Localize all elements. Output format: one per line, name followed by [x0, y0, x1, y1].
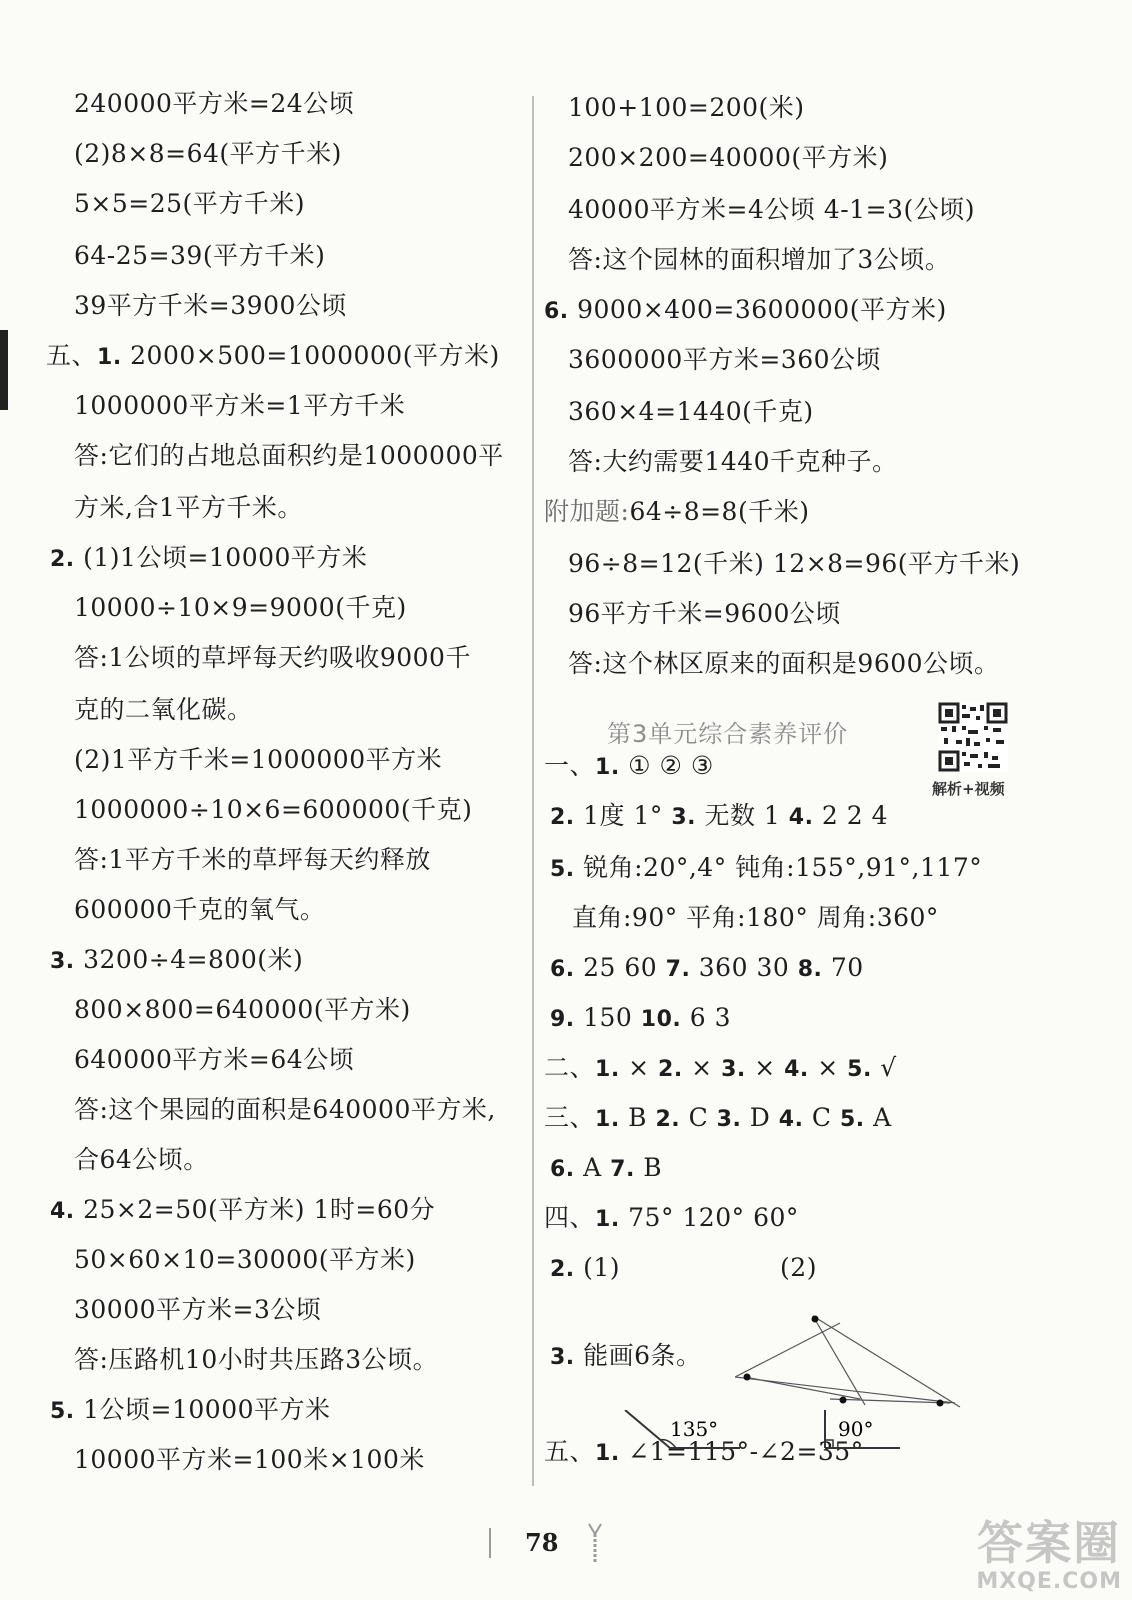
answer-line	[74, 1444, 425, 1476]
section-marker: 三、	[544, 1103, 596, 1132]
answer-text: 64-25=39(平方千米)	[74, 241, 326, 270]
answer-text: 答:1公顷的草坪每天约吸收9000千	[74, 643, 471, 672]
answer-line	[74, 1044, 354, 1076]
answer-text: (2)8×8=64(平方千米)	[74, 139, 342, 168]
answer-line	[74, 844, 431, 876]
answer-text: 合64公顷。	[74, 1145, 209, 1174]
answer-text: 25×2=50(平方米) 1时=60分	[83, 1195, 436, 1224]
answer-text: 2 2 4	[821, 801, 889, 830]
answer-line	[74, 492, 303, 524]
answer-text: ×	[691, 1053, 722, 1082]
answer-line	[74, 744, 442, 776]
answer-text: (2)1平方千米=1000000平方米	[74, 745, 443, 774]
answer-text: 答:它们的占地总面积约是1000000平	[74, 441, 504, 470]
answer-text: 无数 1	[704, 801, 789, 830]
answer-text: 答:大约需要1440千克种子。	[568, 447, 898, 476]
answer-text: 3200÷4=800(米)	[83, 945, 304, 974]
item-number: 6.	[550, 1157, 575, 1182]
answer-line	[74, 694, 253, 726]
answer-line	[46, 340, 500, 374]
answer-line	[550, 852, 982, 886]
answer-line	[74, 894, 325, 926]
item-number: 5.	[847, 1057, 872, 1082]
answer-text: ① ② ③	[628, 751, 714, 780]
item-number: 7.	[610, 1157, 635, 1182]
item-number: 6.	[550, 957, 575, 982]
qr-code-icon[interactable]	[938, 702, 1008, 772]
item-number: 2.	[50, 547, 75, 572]
answer-text: C	[688, 1103, 717, 1132]
answer-text: 96平方千米=9600公顷	[568, 599, 841, 628]
points-lines-figure	[735, 1315, 965, 1415]
answer-line	[50, 944, 303, 978]
item-number: 4.	[784, 1057, 809, 1082]
answer-line	[550, 1002, 731, 1036]
answer-text: (1)1公顷=10000平方米	[83, 543, 368, 572]
item-number: 2.	[658, 1057, 683, 1082]
point-b	[812, 1316, 819, 1323]
answer-text: 10000平方米=100米×100米	[74, 1445, 425, 1474]
item-number: 10.	[640, 1007, 682, 1032]
watermark	[976, 1517, 1122, 1594]
answer-text: 200×200=40000(平方米)	[568, 143, 889, 172]
angle-label-135: 135°	[670, 1417, 719, 1441]
answer-line	[74, 88, 354, 120]
item-number: 7.	[665, 957, 691, 982]
item-number: 1.	[595, 1441, 620, 1466]
answer-text: B	[643, 1153, 663, 1182]
section-marker: 五、	[544, 1437, 596, 1466]
item-number: 6.	[544, 299, 569, 324]
answer-line	[544, 750, 714, 784]
item-number: 4.	[778, 1107, 804, 1132]
item-number: 1.	[97, 345, 122, 370]
answer-text: 600000千克的氧气。	[74, 895, 326, 924]
answer-line	[74, 1344, 438, 1376]
answer-line	[74, 592, 407, 624]
answer-text: 64÷8=8(千米)	[629, 497, 810, 526]
angle-135-figure	[625, 1410, 740, 1448]
answer-line	[544, 1202, 799, 1236]
answer-line	[74, 794, 472, 826]
answer-text: D	[749, 1103, 779, 1132]
answer-text: 100+100=200(米)	[568, 93, 805, 122]
section-marker: 附加题:	[544, 497, 630, 526]
point-d	[937, 1400, 944, 1407]
item-number: 1.	[595, 755, 620, 780]
answer-line	[568, 142, 888, 174]
answer-line	[550, 1340, 702, 1374]
answer-line	[544, 294, 947, 328]
answer-text: ×	[628, 1053, 659, 1082]
answer-line	[568, 244, 950, 276]
answer-line	[544, 496, 809, 528]
section-marker: 一、	[544, 751, 596, 780]
answer-text: B	[628, 1103, 656, 1132]
answer-text: 答:压路机10小时共压路3公顷。	[74, 1345, 439, 1374]
angle-label-90: 90°	[838, 1417, 874, 1441]
answer-text: 150	[583, 1003, 641, 1032]
angle-drawings	[620, 1410, 930, 1460]
page-number: 78	[525, 1528, 559, 1557]
answer-text: 5×5=25(平方千米)	[74, 189, 306, 218]
answer-text: 直角:90° 平角:180° 周角:360°	[572, 903, 939, 932]
watermark-url: MXQE.COM	[976, 1569, 1122, 1594]
footer-deco-left	[489, 1528, 491, 1558]
item-number: 3.	[721, 1057, 746, 1082]
answer-text: 70	[830, 953, 864, 982]
answer-line	[568, 92, 805, 124]
answer-line	[74, 440, 504, 472]
answer-text: ×	[817, 1053, 848, 1082]
answer-text: 30000平方米=3公顷	[74, 1295, 322, 1324]
item-number: 3.	[671, 805, 697, 830]
answer-text: 1000000平方米=1平方千米	[74, 391, 406, 420]
answer-line	[74, 138, 342, 170]
answer-line	[74, 240, 325, 272]
item-number: 3.	[716, 1107, 742, 1132]
item-number: 1.	[595, 1107, 620, 1132]
answer-text: (2)	[780, 1253, 817, 1282]
unit-title: 第3单元综合素养评价	[607, 720, 849, 748]
answer-text: 800×800=640000(平方米)	[74, 995, 411, 1024]
angle-90-figure	[825, 1410, 900, 1448]
item-number: 2.	[550, 1257, 575, 1282]
item-number: 2.	[655, 1107, 681, 1132]
item-number: 2.	[550, 805, 575, 830]
answer-text: 640000平方米=64公顷	[74, 1045, 355, 1074]
item-number: 1.	[595, 1207, 620, 1232]
answer-text: 3600000平方米=360公顷	[568, 345, 882, 374]
answer-text: 答:这个果园的面积是640000平方米,	[74, 1095, 496, 1124]
item-number: 4.	[50, 1199, 75, 1224]
item-number: 4.	[788, 805, 814, 830]
answer-line	[74, 390, 405, 422]
answer-line	[50, 1394, 331, 1428]
answer-text: 10000÷10×9=9000(千克)	[74, 593, 407, 622]
answer-line	[544, 1102, 892, 1136]
answer-text: 克的二氧化碳。	[74, 695, 253, 724]
answer-line	[568, 446, 898, 478]
answer-line	[568, 396, 814, 428]
answer-text: 96÷8=12(千米) 12×8=96(平方千米)	[568, 549, 1021, 578]
qr-caption: 解析+视频	[932, 780, 1005, 798]
column-divider	[532, 96, 534, 1486]
answer-text: (1)	[583, 1253, 621, 1282]
footer-deco-right	[588, 1522, 602, 1566]
answer-text: 25 60	[583, 953, 666, 982]
answer-line	[568, 548, 1020, 580]
answer-text: 75° 120° 60°	[628, 1203, 799, 1232]
answer-line	[544, 1052, 897, 1086]
answer-text: ∠1=115°-∠2=35°	[628, 1437, 864, 1466]
answer-line	[572, 902, 939, 934]
answer-line	[74, 188, 305, 220]
answer-text: 40000平方米=4公顷 4-1=3(公顷)	[568, 195, 975, 224]
answer-line	[74, 994, 411, 1026]
answer-line	[50, 542, 367, 576]
item-number: 8.	[797, 957, 823, 982]
answer-text: 答:1平方千米的草坪每天约释放	[74, 845, 431, 874]
answer-line	[550, 1252, 817, 1286]
item-number: 9.	[550, 1007, 575, 1032]
answer-text: 240000平方米=24公顷	[74, 89, 355, 118]
answer-text: 2000×500=1000000(平方米)	[130, 341, 500, 370]
answer-text: A	[873, 1103, 892, 1132]
item-number: 3.	[50, 949, 75, 974]
answer-line	[74, 290, 347, 322]
answer-text: 能画6条。	[583, 1341, 702, 1370]
item-number: 5.	[50, 1399, 75, 1424]
answer-line	[74, 1244, 416, 1276]
answer-text: 360 30	[698, 953, 798, 982]
answer-text: 方米,合1平方千米。	[74, 493, 303, 522]
answer-line	[568, 344, 881, 376]
answer-text: 39平方千米=3900公顷	[74, 291, 347, 320]
answer-text: 1公顷=10000平方米	[83, 1395, 331, 1424]
point-a	[744, 1374, 751, 1381]
page-edge-mark	[0, 330, 8, 410]
answer-text: 1000000÷10×6=600000(千克)	[74, 795, 473, 824]
answer-text: ×	[754, 1053, 785, 1082]
item-number: 5.	[550, 857, 575, 882]
answer-text: √	[880, 1053, 897, 1082]
answer-text: 6 3	[689, 1003, 731, 1032]
answer-text: 360×4=1440(千克)	[568, 397, 814, 426]
answer-line	[550, 952, 864, 986]
answer-text: C	[811, 1103, 840, 1132]
answer-line	[568, 598, 841, 630]
answer-text: 答:这个园林的面积增加了3公顷。	[568, 245, 951, 274]
answer-text: 锐角:20°,4° 钝角:155°,91°,117°	[583, 853, 983, 882]
section-marker: 四、	[544, 1203, 596, 1232]
answer-line	[550, 1152, 662, 1186]
answer-line	[74, 1294, 321, 1326]
answer-line	[74, 1094, 496, 1126]
answer-text: A	[583, 1153, 611, 1182]
item-number: 5.	[840, 1107, 865, 1132]
section-marker: 二、	[544, 1053, 596, 1082]
answer-line	[568, 648, 1000, 680]
answer-text: 9000×400=3600000(平方米)	[577, 295, 947, 324]
answer-text: 答:这个林区原来的面积是9600公顷。	[568, 649, 1000, 678]
answer-text: 1度 1°	[583, 801, 672, 830]
answer-line	[74, 1144, 209, 1176]
answer-line	[50, 1194, 435, 1228]
section-marker: 五、	[46, 341, 98, 370]
answer-text: 50×60×10=30000(平方米)	[74, 1245, 416, 1274]
point-c	[840, 1397, 847, 1404]
item-number: 1.	[595, 1057, 620, 1082]
answer-line	[568, 194, 975, 226]
item-number: 3.	[550, 1345, 575, 1370]
watermark-logo: 答案圈	[977, 1516, 1122, 1570]
answer-line	[550, 800, 888, 834]
answer-line	[74, 642, 471, 674]
